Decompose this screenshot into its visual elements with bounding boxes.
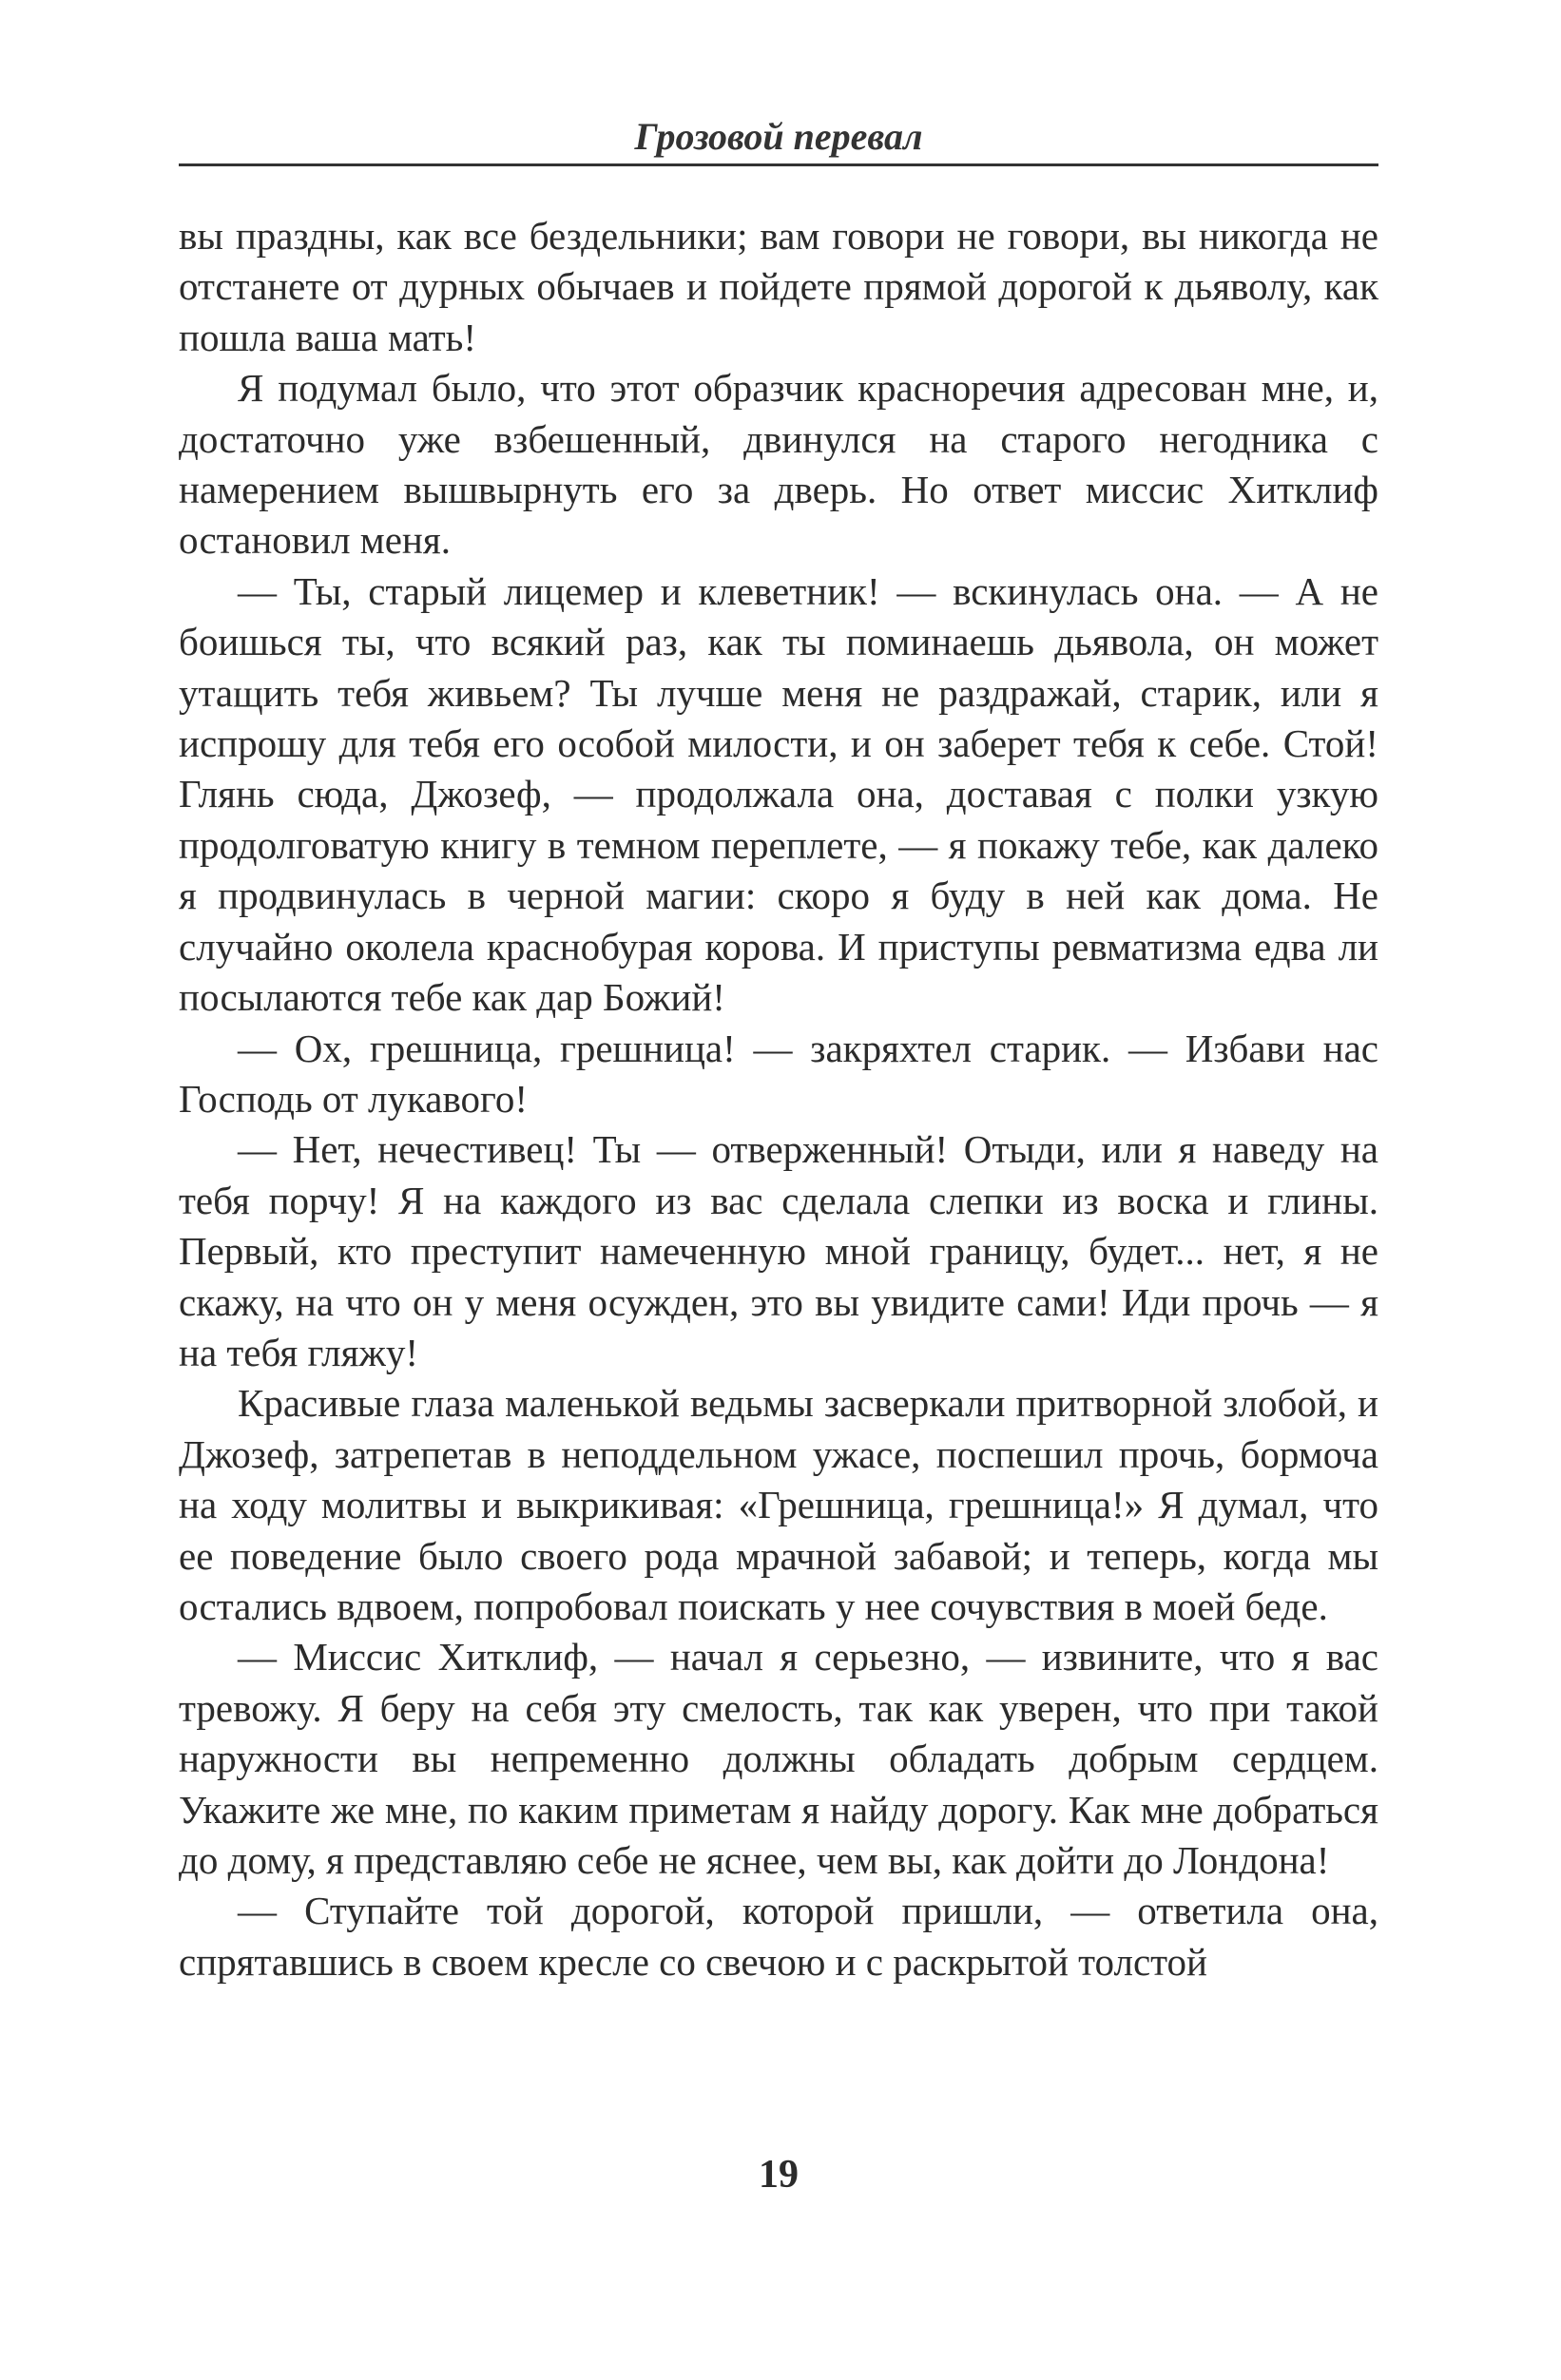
running-head-title: Грозовой перевал (634, 115, 923, 158)
paragraph-3: — Ты, старый лицемер и клеветник! — вскинулась она. — А не боишься ты, что всякий раз, как ты поминаешь дьявола, он может утащить тебя живьем? Ты лучше меня не раздражай, старик, или я испрошу для тебя его особой милости, и он заберет тебя к себе. Стой! Глянь сюда, Джозеф, — продолжала она, доставая с полки узкую продолговатую книгу в темном переплете, — я покажу тебе, как далеко я продвинулась в черной магии: скоро я буду в ней как дома. Не случайно околела краснобурая корова. И приступы ревматизма едва ли посылаются тебе как дар Божий! (179, 568, 1378, 1020)
paragraph-1: вы праздны, как все бездельники; вам говори не говори, вы никогда не отстанете от дурных обычаев и пойдете прямой дорогой к дьяволу, как пошла ваша мать! (179, 214, 1378, 359)
paragraph-2: Я подумал было, что этот образчик красноречия адресован мне, и, достаточно уже взбешенный, двинулся на старого негодника с намерением вышвырнуть его за дверь. Но ответ миссис Хитклиф остановил меня. (179, 366, 1378, 563)
paragraph-6: Красивые глаза маленькой ведьмы засверкали притворной злобой, и Джозеф, затрепетав в неподдельном ужасе, поспешил прочь, бормоча на ходу молитвы и выкрикивая: «Грешница, грешница!» Я думал, что ее поведение было своего рода мрачной забавой; и теперь, когда мы остались вдвоем, попробовал поискать у нее сочувствия в моей беде. (179, 1381, 1378, 1628)
paragraph-8: — Ступайте той дорогой, которой пришли, — ответила она, спрятавшись в своем кресле со свечою и с раскрытой толстой (179, 1889, 1378, 1984)
page-body-text (179, 211, 1378, 1987)
paragraph-4: — Ох, грешница, грешница! — закряхтел старик. — Избави нас Господь от лукавого! (179, 1026, 1378, 1121)
paragraph-5: — Нет, нечестивец! Ты — отверженный! Отыди, или я наведу на тебя порчу! Я на каждого из вас сделала слепки из воска и глины. Первый, кто преступит намеченную мной границу, будет... нет, я не скажу, на что он у меня осужден, это вы увидите сами! Иди прочь — я на тебя гляжу! (179, 1127, 1378, 1374)
page-number: 19 (759, 2153, 799, 2197)
header-rule (179, 163, 1378, 166)
paragraph-7: — Миссис Хитклиф, — начал я серьезно, — извините, что я вас тревожу. Я беру на себя эту смелость, так как уверен, что при такой наружности вы непременно должны обладать добрым сердцем. Укажите же мне, по каким приметам я найду дорогу. Как мне добраться до дому, я представляю себе не яснее, чем вы, как дойти до Лондона! (179, 1635, 1378, 1882)
